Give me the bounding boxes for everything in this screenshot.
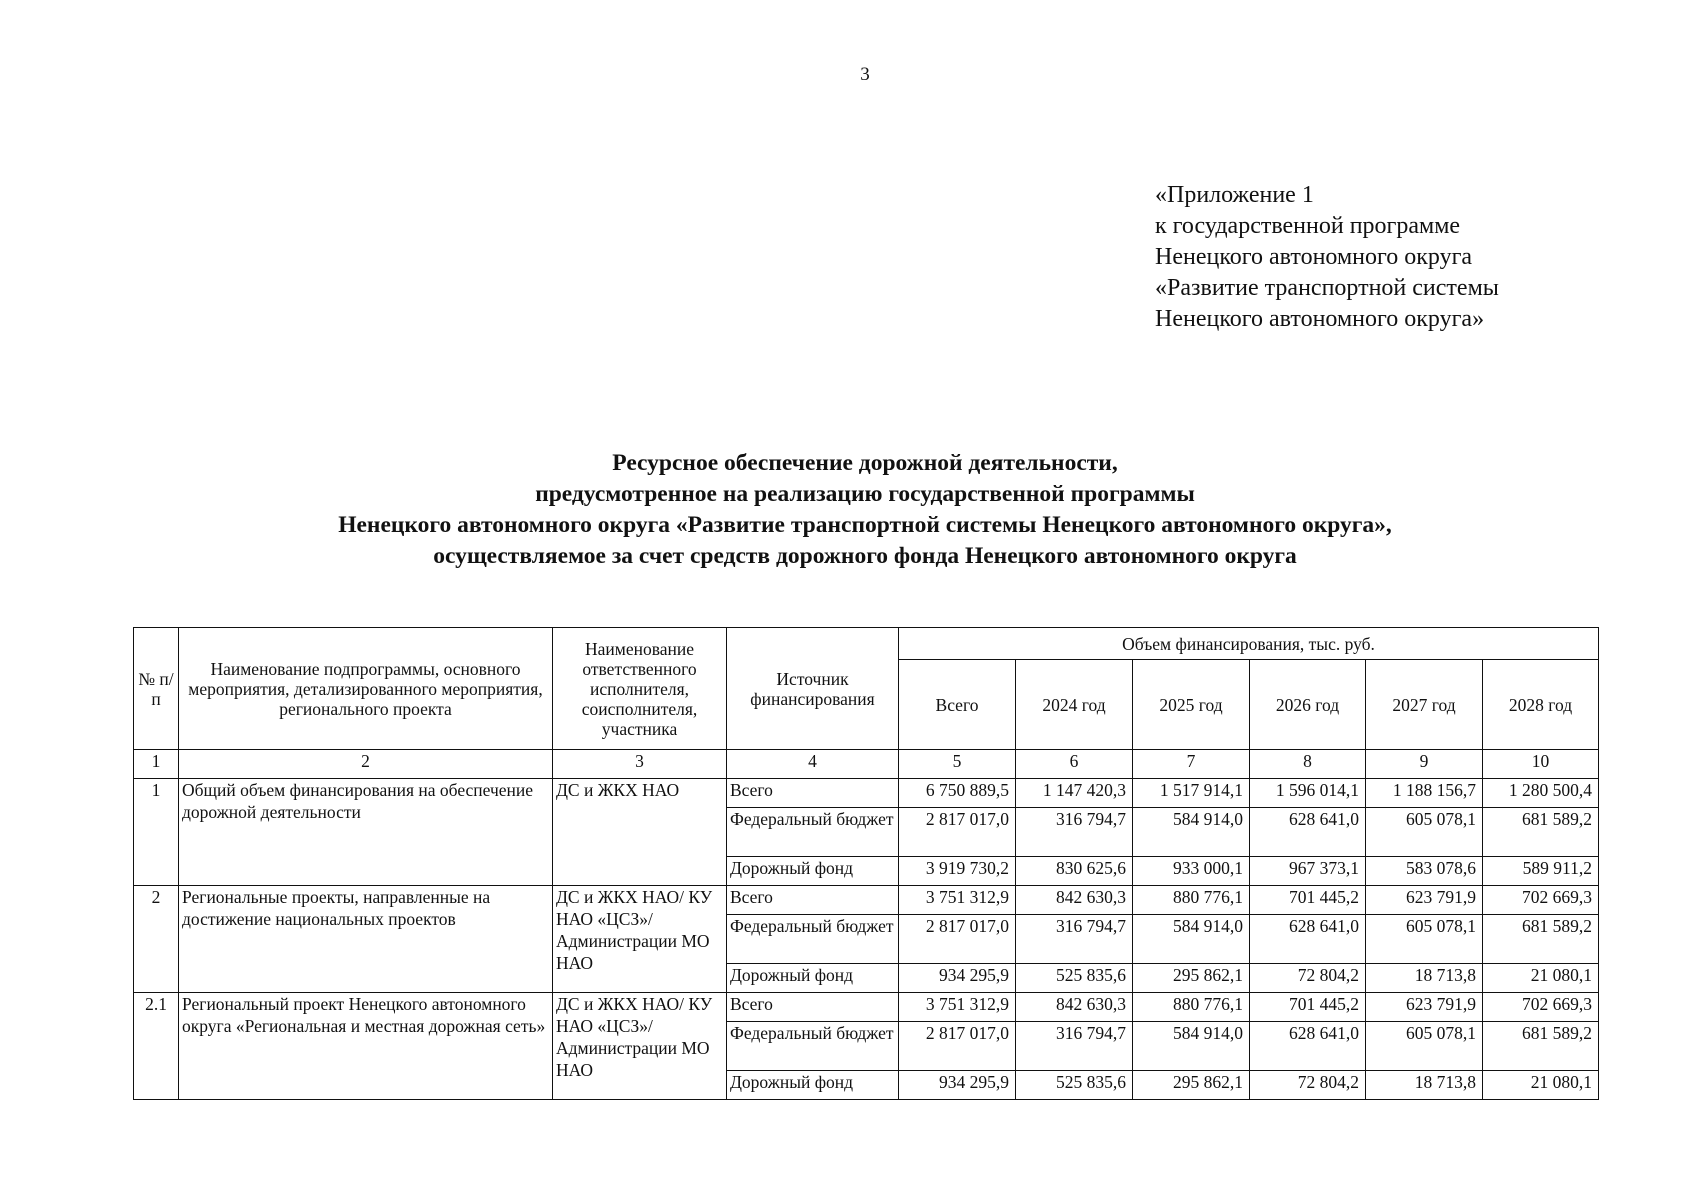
row-source: Дорожный фонд (727, 964, 899, 993)
value-cell: 702 669,3 (1483, 886, 1599, 915)
value-cell: 2 817 017,0 (899, 1022, 1016, 1071)
header-year: 2025 год (1133, 660, 1250, 750)
index-cell: 1 (134, 750, 179, 779)
value-cell: 681 589,2 (1483, 915, 1599, 964)
value-cell: 628 641,0 (1250, 1022, 1366, 1071)
value-cell: 1 517 914,1 (1133, 779, 1250, 808)
row-executor: ДС и ЖКХ НАО/ КУ НАО «ЦСЗ»/ Администрации МО НАО (553, 993, 727, 1100)
value-cell: 605 078,1 (1366, 915, 1483, 964)
value-cell: 605 078,1 (1366, 1022, 1483, 1071)
value-cell: 316 794,7 (1016, 1022, 1133, 1071)
title-line: предусмотренное на реализацию государственной программы (535, 481, 1195, 507)
row-name: Региональные проекты, направленные на достижение национальных проектов (179, 886, 553, 993)
value-cell: 583 078,6 (1366, 857, 1483, 886)
appendix-line: Ненецкого автономного округа (1155, 244, 1473, 270)
value-cell: 584 914,0 (1133, 808, 1250, 857)
header-year: 2027 год (1366, 660, 1483, 750)
header-year: 2024 год (1016, 660, 1133, 750)
value-cell: 21 080,1 (1483, 1071, 1599, 1100)
row-source: Всего (727, 779, 899, 808)
value-cell: 880 776,1 (1133, 993, 1250, 1022)
value-cell: 72 804,2 (1250, 964, 1366, 993)
value-cell: 3 751 312,9 (899, 993, 1016, 1022)
index-cell: 2 (179, 750, 553, 779)
value-cell: 830 625,6 (1016, 857, 1133, 886)
value-cell: 6 750 889,5 (899, 779, 1016, 808)
value-cell: 1 188 156,7 (1366, 779, 1483, 808)
value-cell: 584 914,0 (1133, 1022, 1250, 1071)
table-row (134, 779, 1599, 808)
value-cell: 702 669,3 (1483, 993, 1599, 1022)
header-name: Наименование подпрограммы, основного мероприятия, детализированного мероприятия, регионального проекта (179, 628, 553, 750)
value-cell: 316 794,7 (1016, 808, 1133, 857)
row-num: 2 (134, 886, 179, 993)
value-cell: 3 751 312,9 (899, 886, 1016, 915)
row-source: Федеральный бюджет (727, 808, 899, 857)
value-cell: 1 280 500,4 (1483, 779, 1599, 808)
value-cell: 295 862,1 (1133, 964, 1250, 993)
appendix-line: «Развитие транспортной системы (1155, 275, 1499, 301)
row-executor: ДС и ЖКХ НАО/ КУ НАО «ЦСЗ»/ Администрации МО НАО (553, 886, 727, 993)
value-cell: 589 911,2 (1483, 857, 1599, 886)
header-total: Всего (899, 660, 1016, 750)
appendix-line: к государственной программе (1155, 213, 1461, 239)
value-cell: 316 794,7 (1016, 915, 1133, 964)
value-cell: 842 630,3 (1016, 993, 1133, 1022)
index-cell: 7 (1133, 750, 1250, 779)
value-cell: 934 295,9 (899, 964, 1016, 993)
index-cell: 4 (727, 750, 899, 779)
value-cell: 701 445,2 (1250, 993, 1366, 1022)
header-financing: Объем финансирования, тыс. руб. (899, 628, 1599, 660)
row-source: Дорожный фонд (727, 857, 899, 886)
value-cell: 72 804,2 (1250, 1071, 1366, 1100)
value-cell: 842 630,3 (1016, 886, 1133, 915)
title-line: Ресурсное обеспечение дорожной деятельности, (612, 450, 1118, 476)
header-year: 2028 год (1483, 660, 1599, 750)
document-title (0, 448, 1687, 572)
financing-table (133, 627, 1599, 1100)
appendix-note (1155, 180, 1499, 335)
value-cell: 525 835,6 (1016, 964, 1133, 993)
title-line: Ненецкого автономного округа «Развитие транспортной системы Ненецкого автономного округа», (338, 512, 1392, 538)
value-cell: 295 862,1 (1133, 1071, 1250, 1100)
value-cell: 967 373,1 (1250, 857, 1366, 886)
appendix-line: Ненецкого автономного округа» (1155, 306, 1485, 332)
appendix-line: «Приложение 1 (1155, 182, 1314, 208)
row-num: 1 (134, 779, 179, 886)
value-cell: 1 147 420,3 (1016, 779, 1133, 808)
index-cell: 6 (1016, 750, 1133, 779)
index-cell: 8 (1250, 750, 1366, 779)
value-cell: 3 919 730,2 (899, 857, 1016, 886)
value-cell: 525 835,6 (1016, 1071, 1133, 1100)
value-cell: 21 080,1 (1483, 964, 1599, 993)
index-cell: 5 (899, 750, 1016, 779)
value-cell: 623 791,9 (1366, 993, 1483, 1022)
value-cell: 584 914,0 (1133, 915, 1250, 964)
value-cell: 2 817 017,0 (899, 808, 1016, 857)
value-cell: 880 776,1 (1133, 886, 1250, 915)
value-cell: 2 817 017,0 (899, 915, 1016, 964)
header-num: № п/п (134, 628, 179, 750)
value-cell: 605 078,1 (1366, 808, 1483, 857)
index-cell: 10 (1483, 750, 1599, 779)
value-cell: 628 641,0 (1250, 808, 1366, 857)
index-cell: 9 (1366, 750, 1483, 779)
table-row (134, 886, 1599, 915)
value-cell: 701 445,2 (1250, 886, 1366, 915)
title-line: осуществляемое за счет средств дорожного фонда Ненецкого автономного округа (433, 543, 1297, 569)
row-source: Всего (727, 886, 899, 915)
row-source: Всего (727, 993, 899, 1022)
value-cell: 623 791,9 (1366, 886, 1483, 915)
row-source: Федеральный бюджет (727, 1022, 899, 1071)
value-cell: 681 589,2 (1483, 1022, 1599, 1071)
row-name: Общий объем финансирования на обеспечение дорожной деятельности (179, 779, 553, 886)
header-executor: Наименование ответственного исполнителя, соисполнителя, участника (553, 628, 727, 750)
row-executor: ДС и ЖКХ НАО (553, 779, 727, 886)
value-cell: 18 713,8 (1366, 1071, 1483, 1100)
value-cell: 1 596 014,1 (1250, 779, 1366, 808)
value-cell: 628 641,0 (1250, 915, 1366, 964)
table-row (134, 993, 1599, 1022)
index-cell: 3 (553, 750, 727, 779)
value-cell: 933 000,1 (1133, 857, 1250, 886)
row-num: 2.1 (134, 993, 179, 1100)
value-cell: 934 295,9 (899, 1071, 1016, 1100)
row-name: Региональный проект Ненецкого автономного округа «Региональная и местная дорожная сеть» (179, 993, 553, 1100)
page-number: 3 (860, 64, 870, 85)
header-year: 2026 год (1250, 660, 1366, 750)
row-source: Дорожный фонд (727, 1071, 899, 1100)
value-cell: 681 589,2 (1483, 808, 1599, 857)
row-source: Федеральный бюджет (727, 915, 899, 964)
header-source: Источник финансирования (727, 628, 899, 750)
value-cell: 18 713,8 (1366, 964, 1483, 993)
